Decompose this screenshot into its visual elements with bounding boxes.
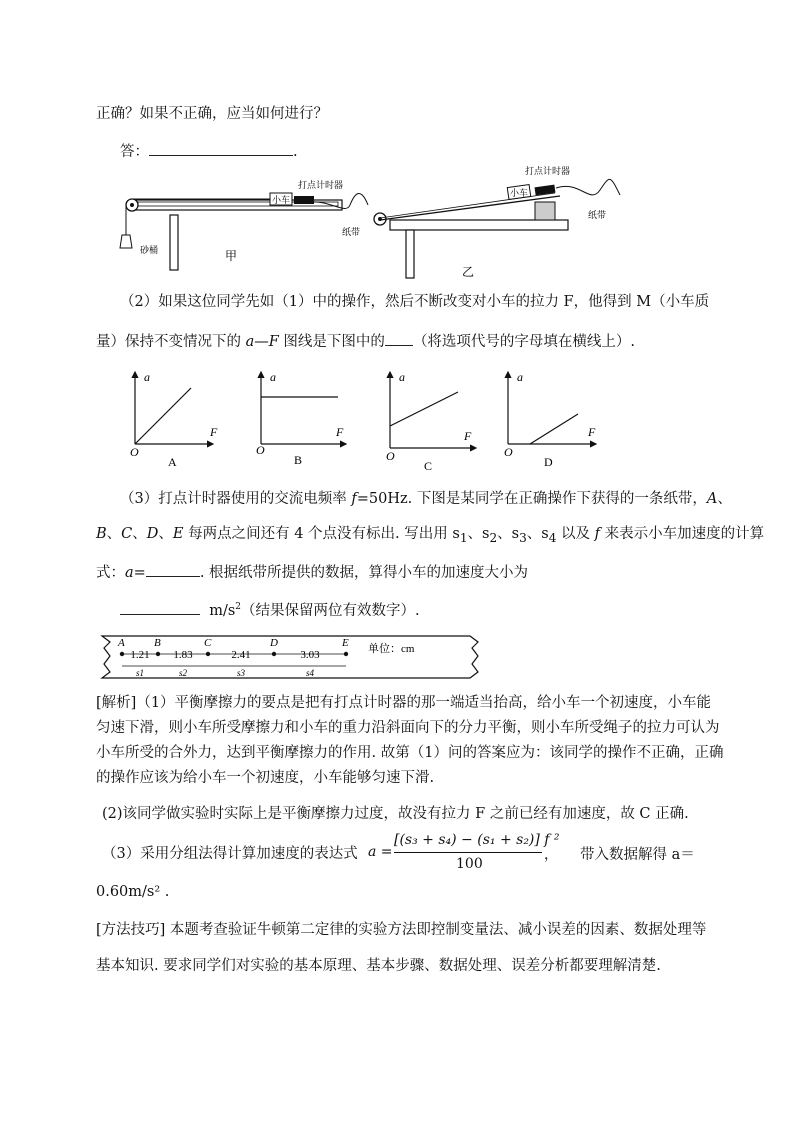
method-p2: 基本知识. 要求同学们对实验的基本原理、基本步骤、数据处理、误差分析都要理解清楚. <box>96 958 661 974</box>
formula-comma: ， <box>544 847 558 863</box>
q3-line3 <box>96 561 528 583</box>
tape-segment-2: s2 <box>178 668 188 678</box>
formula-lhs: a = <box>368 844 393 860</box>
q3-l2-sub4: 4 <box>548 530 557 545</box>
tape-distance-4: 3.03 <box>300 649 320 661</box>
q3-l2-f: 、 <box>158 526 173 542</box>
q3-l1-a: （3）打点计时器使用的交流电频率 <box>120 491 352 507</box>
q3-l2-c: C <box>121 526 133 542</box>
experiment-setup-figure <box>110 160 630 284</box>
tape-point-B: B <box>154 637 161 649</box>
graph-d-x-label: F <box>588 425 596 439</box>
analysis-p3: 小车所受的合外力，达到平衡摩擦力的作用. 故第（1）问的答案应为：该同学的操作不正确，正确 <box>96 745 724 761</box>
caption-yi: 乙 <box>462 265 475 279</box>
q3-l3-b: a <box>125 565 134 581</box>
q2-text-b: 图线是下图中的 <box>278 334 385 350</box>
q3-l3-c: = <box>133 565 146 581</box>
q3-formula-blank <box>146 561 200 577</box>
q3-l2-r: 来表示小车加速度的计算 <box>600 526 765 542</box>
q3-l4-c: （结果保留两位有效数字）. <box>241 602 420 619</box>
graph-c-x-label: F <box>464 429 472 443</box>
timer-right-label: 打点计时器 <box>525 166 571 176</box>
tape-distance-3: 2.41 <box>231 649 251 661</box>
q3-l2-d: 、 <box>132 526 147 542</box>
analysis-p5: (2)该同学做实验时实际上是平衡摩擦力过度，故没有拉力 F 之前已经有加速度，故 C 正确. <box>102 806 689 822</box>
tape-point-C: C <box>204 637 212 649</box>
q2-line1: （2）如果这位同学先如（1）中的操作，然后不断改变对小车的拉力 F，他得到 M（小车质 <box>120 294 710 310</box>
graph-a-caption: A <box>168 455 177 469</box>
graph-b-y-label: a <box>270 370 276 384</box>
q3-l2-e: D <box>146 526 159 542</box>
graph-a-y-label: a <box>144 370 150 384</box>
q3-value-blank <box>120 599 200 615</box>
setup-left <box>120 179 368 270</box>
q3-l2-sub1: 1 <box>459 530 468 545</box>
tape-segment-4: s4 <box>305 668 315 678</box>
q2-line2 <box>96 330 635 352</box>
analysis-result-prefix: 带入数据解得 a＝ <box>580 847 695 863</box>
tape-left-label: 纸带 <box>342 227 361 237</box>
q2-var: a—F <box>245 334 279 350</box>
tape-distance-2: 1.83 <box>173 649 193 661</box>
tape-unit: 单位：cm <box>368 643 415 655</box>
graph-c-y-label: a <box>399 370 405 384</box>
q3-l3-d: . 根据纸带所提供的数据，算得小车的加速度大小为 <box>199 565 529 581</box>
paper-tape-figure <box>100 632 480 682</box>
graph-b-origin: O <box>256 443 265 457</box>
tape-point-D: D <box>270 637 278 649</box>
q2-text-a: 量）保持不变情况下的 <box>96 334 246 350</box>
graph-c <box>386 370 476 473</box>
q2-text-c: （将选项代号的字母填在横线上）. <box>412 334 636 350</box>
cart-right-label: 小车 <box>510 188 529 198</box>
graph-d-caption: D <box>544 455 553 469</box>
tape-segment-1: s1 <box>135 668 145 678</box>
bucket-label: 砂桶 <box>140 245 159 255</box>
graph-d-y-label: a <box>517 370 523 384</box>
graph-b-caption: B <box>294 453 303 467</box>
answer-label: 答： <box>120 144 149 160</box>
graph-a-line <box>135 388 191 444</box>
caption-jia: 甲 <box>225 249 238 263</box>
q3-l2-j: 、s <box>467 526 490 542</box>
q3-l2-l: 、s <box>497 526 520 542</box>
q3-l4-a: m/s <box>209 602 236 619</box>
graph-b-x-label: F <box>336 425 344 439</box>
method-p1: [方法技巧] 本题考查验证牛顿第二定律的实验方法即控制变量法、减小误差的因素、数据处理等 <box>96 922 707 938</box>
analysis-p1: [解析]（1）平衡摩擦力的要点是把有打点计时器的那一端适当抬高，给小车一个初速度，小车能 <box>96 695 712 711</box>
cart-left-label: 小车 <box>272 195 291 205</box>
timer-left-label: 打点计时器 <box>298 180 344 190</box>
graph-c-origin: O <box>386 449 395 463</box>
q3-l3-a: 式： <box>96 565 125 581</box>
analysis-result: 0.60m/s² . <box>96 884 170 900</box>
q3-line2 <box>96 524 764 548</box>
graph-a-origin: O <box>130 445 139 459</box>
q3-l2-b: 、 <box>106 526 122 542</box>
graph-a-x-label: F <box>210 425 218 439</box>
analysis-p2: 匀速下滑，则小车所受摩擦力和小车的重力沿斜面向下的分力平衡，则小车所受绳子的拉力可认为 <box>96 720 720 736</box>
graph-b <box>256 370 346 467</box>
af-graphs <box>118 364 618 476</box>
tape-point-A: A <box>118 637 125 649</box>
graph-d-line <box>530 414 578 444</box>
answer-tail: . <box>293 144 298 160</box>
q3-l1-d: 、 <box>717 491 732 507</box>
tape-point-E: E <box>342 637 349 649</box>
q3-l1-b: =50Hz. 下图是某同学在正确操作下获得的一条纸带， <box>356 491 707 507</box>
q3-line1 <box>120 489 732 509</box>
q3-l4-sup: 2 <box>235 602 242 612</box>
tape-distance-1: 1.21 <box>130 649 150 661</box>
q3-line4 <box>120 597 420 621</box>
q3-l2-g: E <box>172 526 184 542</box>
formula-denominator: 100 <box>456 856 483 872</box>
q3-l2-a: B <box>96 526 107 542</box>
question-continuation: 正确？如果不正确，应当如何进行？ <box>96 106 328 122</box>
formula-intro: （3）采用分组法得计算加速度的表达式 <box>102 846 358 862</box>
formula-numerator: [(s₃ + s₄) − (s₁ + s₂)] f ² <box>394 832 560 848</box>
q3-l2-q: f <box>594 526 601 542</box>
q3-l2-p: 以及 <box>556 526 595 542</box>
tape-right-label: 纸带 <box>588 210 607 220</box>
graph-d-origin: O <box>504 445 513 459</box>
graph-c-caption: C <box>424 459 433 473</box>
graph-d <box>504 370 596 469</box>
answer-blank <box>149 140 293 156</box>
answer-line <box>120 140 298 162</box>
fraction-bar <box>394 852 542 853</box>
q3-l2-h: 每两点之间还有 4 个点没有标出. 写出用 s <box>183 526 460 542</box>
q3-l2-sub2: 2 <box>489 530 498 545</box>
analysis-p4: 的操作应该为给小车一个初速度，小车能够匀速下滑. <box>96 770 435 786</box>
q3-l2-n: 、s <box>526 526 549 542</box>
graph-a <box>130 370 218 469</box>
graph-c-line <box>390 392 458 426</box>
q2-blank <box>385 330 413 346</box>
q3-l2-sub3: 3 <box>519 530 527 545</box>
analysis-p6 <box>102 844 358 864</box>
setup-right <box>374 165 620 279</box>
q3-l1-c: A <box>706 491 718 507</box>
tape-segment-3: s3 <box>236 668 246 678</box>
q3-l1-f: f <box>351 491 357 507</box>
